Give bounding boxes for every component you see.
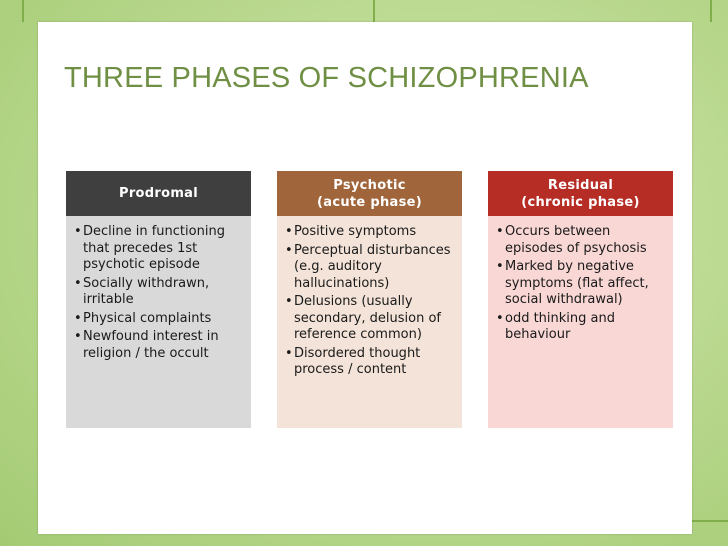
- column-header-line1: Psychotic: [333, 177, 406, 193]
- bullet-icon: •: [285, 224, 293, 239]
- bullet-list: [74, 224, 247, 362]
- bullet-icon: •: [74, 310, 82, 326]
- slide-title: THREE PHASES OF SCHIZOPHRENIA: [64, 62, 589, 94]
- bullet-icon: •: [496, 224, 504, 239]
- bullet-icon: •: [74, 224, 82, 239]
- column-header-line1: Residual: [547, 177, 614, 193]
- list-item: • odd thinking and behaviour: [496, 310, 615, 342]
- column-residual: [488, 171, 673, 428]
- decor-line-top-left: [22, 0, 24, 22]
- list-item: • Perceptual disturbances (e.g. auditory hallucinations): [285, 242, 451, 291]
- column-header-line2: (acute phase): [317, 194, 422, 210]
- decor-line-bottom-right: [692, 520, 728, 522]
- bullet-icon: •: [285, 242, 293, 258]
- column-prodromal: [66, 171, 251, 428]
- bullet-icon: •: [285, 345, 293, 361]
- bullet-list: [285, 224, 458, 379]
- bullet-icon: •: [74, 275, 82, 291]
- column-header-line1: Prodromal: [119, 186, 198, 201]
- list-item: • Occurs between episodes of psychosis: [496, 224, 647, 256]
- column-header: [277, 171, 462, 216]
- column-psychotic: [277, 171, 462, 428]
- decor-line-right: [710, 0, 712, 22]
- column-body: [277, 216, 462, 428]
- column-header: [488, 171, 673, 216]
- column-header-line2: (chronic phase): [521, 194, 640, 210]
- column-header: [66, 171, 251, 216]
- bullet-icon: •: [74, 329, 82, 344]
- bullet-list: [496, 224, 669, 344]
- bullet-icon: •: [496, 310, 504, 326]
- bullet-icon: •: [496, 259, 504, 274]
- list-item: • Physical complaints: [74, 310, 212, 326]
- list-item: • Marked by negative symptoms (flat affect, social withdrawal): [496, 259, 649, 307]
- column-body: [66, 216, 251, 428]
- list-item: • Newfound interest in religion / the occult: [74, 329, 219, 361]
- list-item: • Decline in functioning that precedes 1st psychotic episode: [74, 224, 225, 272]
- decor-line-top-right: [373, 0, 375, 22]
- list-item: • Positive symptoms: [285, 224, 417, 239]
- list-item: • Disordered thought process / content: [285, 345, 421, 377]
- list-item: • Socially withdrawn, irritable: [74, 275, 210, 307]
- bullet-icon: •: [285, 294, 293, 309]
- list-item: • Delusions (usually secondary, delusion of reference common): [285, 294, 441, 342]
- column-body: [488, 216, 673, 428]
